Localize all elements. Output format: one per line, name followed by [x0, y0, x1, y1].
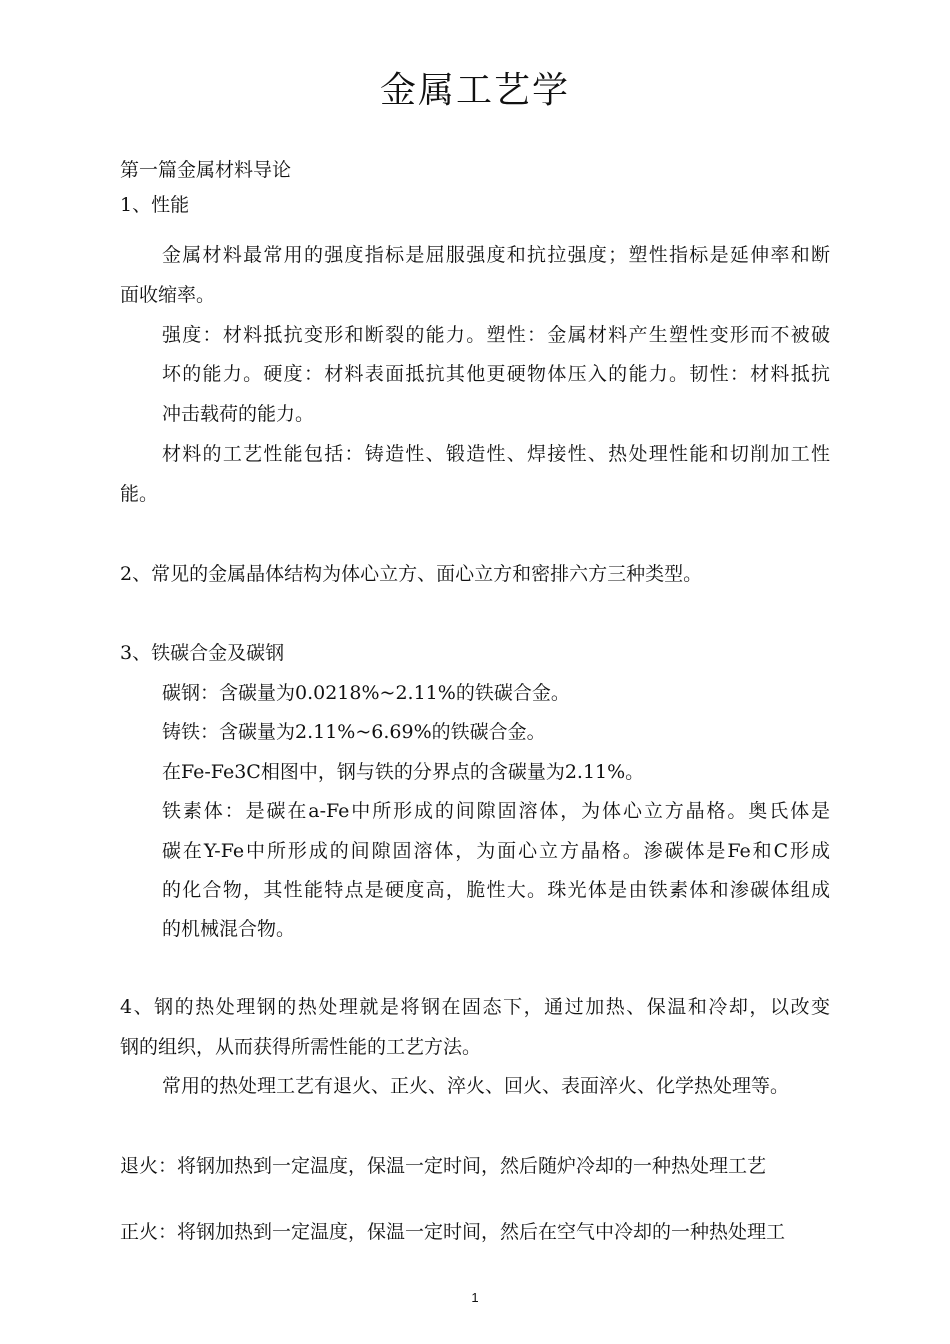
paragraph-line: 强度：材料抵抗变形和断裂的能力。塑性：金属材料产生塑性变形而不被破 — [162, 324, 830, 346]
paragraph-line: 的化合物，其性能特点是硬度高，脆性大。珠光体是由铁素体和渗碳体组成 — [162, 879, 830, 901]
paragraph-line: 常用的热处理工艺有退火、正火、淬火、回火、表面淬火、化学热处理等。 — [162, 1075, 790, 1097]
paragraph-line: 碳钢：含碳量为0.0218%~2.11%的铁碳合金。 — [162, 682, 570, 704]
paragraph-line: 材料的工艺性能包括：铸造性、锻造性、焊接性、热处理性能和切削加工性 — [162, 443, 830, 465]
paragraph-line: 在Fe-Fe3C相图中，钢与铁的分界点的含碳量为2.11%。 — [162, 761, 645, 783]
paragraph-line: 碳在Y-Fe中所形成的间隙固溶体，为面心立方晶格。渗碳体是Fe和C形成 — [162, 840, 830, 862]
section-heading: 第一篇金属材料导论 — [120, 159, 292, 181]
paragraph-line: 退火：将钢加热到一定温度，保温一定时间，然后随炉冷却的一种热处理工艺 — [120, 1155, 767, 1177]
paragraph-line: 坏的能力。硬度：材料表面抵抗其他更硬物体压入的能力。韧性：材料抵抗 — [162, 363, 830, 385]
paragraph-line: 能。 — [120, 483, 159, 505]
paragraph-line: 铸铁：含碳量为2.11%~6.69%的铁碳合金。 — [162, 721, 546, 743]
paragraph-line: 金属材料最常用的强度指标是屈服强度和抗拉强度；塑性指标是延伸率和断 — [162, 244, 830, 266]
paragraph-line: 铁素体：是碳在a-Fe中所形成的间隙固溶体，为体心立方晶格。奥氏体是 — [162, 800, 830, 822]
document-title: 金属工艺学 — [379, 70, 570, 111]
paragraph-line: 正火：将钢加热到一定温度，保温一定时间，然后在空气中冷却的一种热处理工 — [120, 1221, 786, 1243]
paragraph-line: 面收缩率。 — [120, 284, 216, 306]
subsection-heading: 3、铁碳合金及碳钢 — [120, 642, 285, 664]
subsection-heading: 4、钢的热处理钢的热处理就是将钢在固态下，通过加热、保温和冷却，以改变 — [120, 996, 830, 1018]
subsection-heading: 1、性能 — [120, 194, 190, 216]
page-number: 1 — [471, 1290, 479, 1305]
paragraph-line: 钢的组织，从而获得所需性能的工艺方法。 — [120, 1036, 482, 1058]
paragraph-line: 的机械混合物。 — [162, 918, 296, 940]
subsection-heading: 2、常见的金属晶体结构为体心立方、面心立方和密排六方三种类型。 — [120, 563, 703, 585]
paragraph-line: 冲击载荷的能力。 — [162, 403, 315, 425]
